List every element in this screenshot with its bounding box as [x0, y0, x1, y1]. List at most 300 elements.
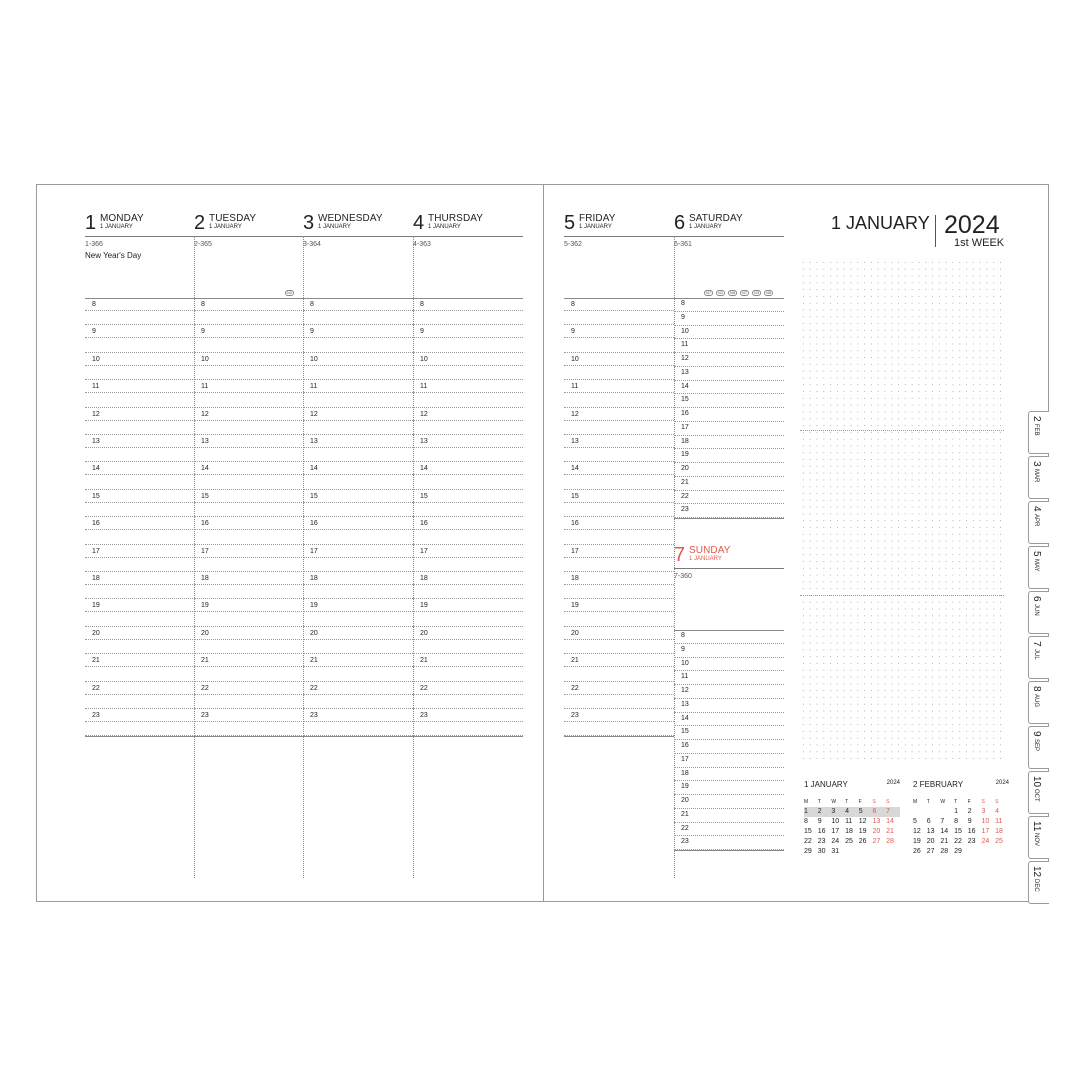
hour-row[interactable] [413, 462, 523, 489]
mini-calendar-day[interactable]: 10 [981, 818, 990, 825]
mini-calendar-day[interactable]: 6 [872, 807, 886, 817]
hour-divider [413, 694, 523, 695]
tab-month-aug[interactable] [1028, 681, 1049, 724]
hour-row[interactable] [194, 325, 304, 352]
hour-row[interactable] [674, 408, 784, 422]
hour-row[interactable] [194, 654, 304, 681]
hour-row[interactable] [85, 654, 195, 681]
hour-divider [194, 474, 304, 475]
day-header [674, 213, 784, 235]
hour-row[interactable] [303, 517, 413, 544]
mini-calendar-day[interactable]: 11 [845, 818, 853, 825]
hour-row[interactable] [564, 572, 674, 599]
mini-calendar-day[interactable]: 29 [804, 848, 812, 855]
hour-row[interactable] [303, 682, 413, 709]
hour-label: 22 [92, 684, 100, 692]
hour-divider [303, 310, 413, 311]
hour-divider [303, 666, 413, 667]
hour-row[interactable] [674, 644, 784, 658]
hour-label: 18 [571, 575, 579, 582]
mini-calendar-day[interactable]: 16 [817, 828, 826, 835]
hour-row[interactable] [85, 682, 195, 709]
hour-label: 19 [681, 783, 689, 791]
hour-row[interactable] [674, 298, 784, 312]
mini-calendar-day[interactable]: 14 [886, 818, 894, 825]
mini-calendar-day[interactable]: 18 [995, 828, 1003, 835]
hour-row[interactable] [674, 394, 784, 408]
hour-row[interactable] [413, 654, 523, 681]
hour-row[interactable] [674, 326, 784, 340]
hour-label: 9 [681, 313, 685, 321]
tab-month-abbr: FEB [1033, 423, 1039, 436]
hour-row[interactable] [674, 809, 784, 823]
hour-row[interactable] [564, 517, 674, 544]
hour-row[interactable] [564, 654, 674, 681]
hour-divider [303, 694, 413, 695]
hour-row[interactable] [413, 325, 523, 352]
hour-row[interactable] [303, 572, 413, 599]
tab-month-mar[interactable] [1028, 456, 1049, 499]
hour-label: 20 [681, 797, 689, 804]
mini-calendar-day[interactable]: 30 [817, 848, 826, 855]
hour-row[interactable] [303, 325, 413, 352]
hour-label: 17 [681, 423, 689, 431]
day-header [194, 213, 304, 235]
hour-row[interactable] [303, 545, 413, 572]
tab-number: 5 [1031, 551, 1042, 557]
hour-row[interactable] [85, 709, 195, 736]
mini-calendar-day[interactable]: 7 [940, 818, 945, 825]
weekday-header: F [858, 799, 862, 805]
hour-row[interactable] [564, 353, 674, 380]
tab-month-jun[interactable] [1028, 591, 1049, 634]
mini-calendar-day[interactable]: 13 [926, 828, 935, 835]
mini-calendar-day[interactable]: 2 [967, 808, 972, 815]
hour-divider [413, 721, 523, 722]
hour-label: 16 [310, 520, 318, 528]
hour-label: 11 [681, 673, 689, 681]
mini-calendar-day[interactable]: 17 [831, 828, 840, 835]
hour-divider [413, 529, 523, 530]
hour-divider [85, 557, 195, 558]
hour-row[interactable] [303, 599, 413, 626]
right-page [543, 184, 1049, 902]
event-badge: N8 [730, 290, 736, 295]
mini-calendar-day[interactable] [859, 847, 873, 857]
mini-calendar-day[interactable] [872, 847, 886, 857]
mini-calendar-day[interactable]: 16 [967, 828, 976, 835]
mini-calendar-day[interactable]: 23 [967, 838, 976, 845]
tab-month-dec[interactable] [1028, 861, 1049, 904]
hour-row[interactable] [674, 699, 784, 713]
mini-calendar-day[interactable]: 26 [858, 838, 867, 845]
hour-label: 20 [420, 629, 428, 637]
holiday-label: New Year's Day [85, 251, 142, 260]
hour-label: 19 [201, 602, 209, 610]
hour-label: 16 [681, 742, 689, 749]
tab-month-oct[interactable] [1028, 771, 1049, 814]
mini-calendar-day[interactable]: 15 [954, 828, 962, 835]
hour-divider [303, 584, 413, 585]
day-name: WEDNESDAY [318, 213, 383, 224]
tab-month-sep[interactable] [1028, 726, 1049, 769]
hour-label: 14 [201, 465, 209, 473]
weekday-header: S [872, 799, 876, 805]
mini-calendar-day[interactable]: 21 [886, 828, 894, 835]
mini-calendar-day[interactable]: 10 [831, 818, 840, 825]
hour-divider [85, 502, 195, 503]
hour-row[interactable] [674, 353, 784, 367]
mini-calendar-day[interactable]: 19 [858, 828, 867, 835]
hour-row[interactable] [303, 408, 413, 435]
mini-calendar-day[interactable] [913, 807, 927, 817]
hour-row[interactable] [413, 380, 523, 407]
hour-label: 12 [92, 410, 100, 418]
hour-row[interactable] [194, 517, 304, 544]
mini-calendar-day[interactable]: 12 [858, 818, 867, 825]
hour-divider [413, 447, 523, 448]
hour-divider [303, 392, 413, 393]
hour-row[interactable] [674, 463, 784, 477]
hour-divider [564, 420, 674, 421]
hour-row[interactable] [194, 490, 304, 517]
hour-divider [85, 639, 195, 640]
hour-row[interactable] [564, 709, 674, 736]
mini-calendar-day[interactable]: 9 [817, 818, 822, 825]
hour-divider [85, 694, 195, 695]
hour-row[interactable] [303, 435, 413, 462]
tab-label [1031, 506, 1042, 526]
hour-row[interactable] [194, 462, 304, 489]
mini-calendar-day[interactable]: 31 [831, 848, 840, 855]
hour-label: 21 [92, 657, 100, 665]
left-page [36, 184, 544, 902]
hour-label: 8 [681, 300, 685, 307]
mini-calendar-day[interactable] [995, 847, 1009, 857]
hour-row[interactable] [194, 599, 304, 626]
mini-calendar-day[interactable]: 9 [967, 818, 972, 825]
hour-row[interactable] [564, 380, 674, 407]
hour-row[interactable] [413, 709, 523, 736]
hour-row[interactable] [413, 682, 523, 709]
hour-divider [85, 611, 195, 612]
hour-label: 15 [420, 492, 428, 500]
hour-row[interactable] [674, 795, 784, 809]
hour-row[interactable] [85, 380, 195, 407]
mini-calendar-day[interactable] [981, 847, 995, 857]
hour-label: 14 [310, 465, 318, 473]
hour-row[interactable] [303, 627, 413, 654]
hour-divider [413, 337, 523, 338]
hour-row[interactable] [674, 381, 784, 395]
hour-row[interactable] [674, 436, 784, 450]
day-column [194, 185, 304, 901]
hour-label: 15 [571, 492, 579, 500]
hour-row[interactable] [413, 435, 523, 462]
mini-calendar-day[interactable]: 4 [995, 808, 1000, 815]
hour-label: 8 [571, 301, 575, 308]
mini-calendar-day[interactable]: 20 [926, 838, 935, 845]
mini-calendar-day[interactable]: 8 [804, 818, 808, 825]
hour-label: 8 [201, 301, 205, 308]
hour-row[interactable] [85, 599, 195, 626]
hour-divider [564, 611, 674, 612]
hour-label: 11 [92, 383, 100, 391]
mini-calendar-day[interactable]: 7 [886, 807, 900, 817]
hour-row[interactable] [413, 517, 523, 544]
hour-row[interactable] [85, 435, 195, 462]
hour-label: 10 [201, 355, 209, 363]
hour-row[interactable] [194, 435, 304, 462]
hour-row[interactable] [674, 422, 784, 436]
hour-row[interactable] [413, 599, 523, 626]
hour-row[interactable] [85, 353, 195, 380]
tab-label [1031, 866, 1042, 892]
hour-row[interactable] [194, 572, 304, 599]
hour-label: 17 [420, 547, 428, 555]
hour-row[interactable] [413, 298, 523, 325]
hour-row[interactable] [674, 713, 784, 727]
hour-row[interactable] [564, 490, 674, 517]
hour-row[interactable] [413, 627, 523, 654]
mini-calendar-day[interactable]: 27 [926, 848, 935, 855]
hour-label: 13 [681, 368, 689, 376]
dot-grid-notes[interactable] [800, 259, 1004, 759]
hour-row[interactable] [674, 726, 784, 740]
mini-calendar-day[interactable]: 5 [913, 818, 917, 825]
hour-row[interactable] [564, 408, 674, 435]
mini-calendar-day[interactable] [940, 807, 954, 817]
day-name: THURSDAY [428, 213, 484, 224]
mini-calendar-day[interactable]: 22 [954, 838, 962, 845]
hour-row[interactable] [564, 325, 674, 352]
mini-calendar-day[interactable]: 13 [872, 818, 881, 825]
hour-label: 20 [310, 629, 318, 637]
hour-divider [564, 310, 674, 311]
hour-label: 15 [92, 492, 100, 500]
hour-row[interactable] [674, 823, 784, 837]
hour-row[interactable] [303, 490, 413, 517]
mini-calendar-day[interactable]: 4 [845, 807, 859, 817]
mini-calendar-day[interactable]: 1 [804, 807, 818, 817]
hour-row[interactable] [674, 768, 784, 782]
hour-label: 13 [681, 700, 689, 708]
hour-divider [564, 392, 674, 393]
weekday-header: W [940, 799, 946, 805]
hour-row[interactable] [194, 408, 304, 435]
mini-calendar-day[interactable]: 6 [926, 818, 931, 825]
hour-row[interactable] [674, 504, 784, 518]
day-name: SUNDAY [689, 545, 731, 556]
mini-calendar-day[interactable]: 1 [954, 808, 958, 815]
day-of-year-count: 4-363 [413, 241, 431, 248]
mini-calendar-day[interactable] [968, 847, 982, 857]
day-number: 7 [674, 544, 686, 566]
mini-calendar-day[interactable]: 25 [845, 838, 853, 845]
hour-row[interactable] [413, 490, 523, 517]
hour-label: 23 [310, 712, 318, 719]
hours-end-rule [674, 850, 784, 851]
weekday-header: M [913, 799, 918, 805]
mini-calendar-day[interactable]: 23 [817, 838, 826, 845]
mini-calendar-day[interactable]: 25 [995, 838, 1003, 845]
hour-row[interactable] [194, 627, 304, 654]
hour-row[interactable] [85, 462, 195, 489]
mini-calendar-day[interactable]: 24 [981, 838, 990, 845]
hour-divider [85, 584, 195, 585]
mini-calendar-day[interactable]: 14 [940, 828, 949, 835]
hour-row[interactable] [303, 462, 413, 489]
hour-row[interactable] [674, 836, 784, 850]
hour-row[interactable] [303, 298, 413, 325]
day-column [85, 185, 195, 901]
hour-label: 13 [310, 438, 318, 445]
hour-row[interactable] [564, 545, 674, 572]
hour-divider [303, 557, 413, 558]
tab-number: 4 [1031, 506, 1042, 512]
hour-label: 8 [681, 632, 685, 639]
hour-label: 13 [420, 438, 428, 445]
hour-label: 10 [571, 355, 579, 363]
hour-row[interactable] [85, 545, 195, 572]
hour-row[interactable] [674, 781, 784, 795]
hour-label: 10 [681, 327, 689, 335]
hour-label: 21 [681, 810, 689, 818]
hour-label: 19 [681, 451, 689, 459]
hour-divider [85, 392, 195, 393]
hour-row[interactable] [194, 298, 304, 325]
hour-row[interactable] [564, 298, 674, 325]
day-number: 6 [674, 212, 686, 234]
hour-row[interactable] [413, 572, 523, 599]
day-header-rule [303, 236, 413, 237]
mini-calendar-day[interactable]: 28 [940, 848, 949, 855]
hour-row[interactable] [674, 740, 784, 754]
mini-calendar-day[interactable]: 17 [981, 828, 990, 835]
hour-row[interactable] [85, 490, 195, 517]
hour-row[interactable] [564, 599, 674, 626]
hour-row[interactable] [413, 408, 523, 435]
mini-calendar-day[interactable]: 28 [886, 838, 894, 845]
hour-row[interactable] [674, 630, 784, 644]
hour-row[interactable] [194, 545, 304, 572]
hour-label: 10 [681, 659, 689, 667]
weekday-header: T [926, 799, 930, 805]
mini-calendar-day[interactable] [886, 847, 900, 857]
hour-row[interactable] [85, 572, 195, 599]
weekday-header: M [804, 799, 809, 805]
hour-row[interactable] [303, 380, 413, 407]
mini-calendar-day[interactable] [927, 807, 941, 817]
hour-row[interactable] [564, 435, 674, 462]
hour-row[interactable] [85, 517, 195, 544]
mini-calendar-day[interactable]: 3 [831, 807, 845, 817]
hour-divider [194, 694, 304, 695]
hour-row[interactable] [564, 682, 674, 709]
hour-row[interactable] [194, 682, 304, 709]
hour-row[interactable] [674, 671, 784, 685]
hour-row[interactable] [303, 709, 413, 736]
tab-month-apr[interactable] [1028, 501, 1049, 544]
hour-divider [194, 502, 304, 503]
tab-label [1031, 776, 1042, 802]
tab-month-feb[interactable] [1028, 411, 1049, 454]
hour-row[interactable] [674, 754, 784, 768]
notes-separator [800, 595, 1004, 596]
mini-calendar-day[interactable]: 2 [818, 807, 832, 817]
hour-row[interactable] [85, 408, 195, 435]
mini-calendar-day[interactable]: 5 [859, 807, 873, 817]
mini-calendar-day[interactable] [845, 847, 859, 857]
hour-row[interactable] [194, 709, 304, 736]
hour-row[interactable] [85, 298, 195, 325]
mini-calendar-day[interactable]: 22 [804, 838, 812, 845]
weekday-header: S [886, 799, 890, 805]
mini-calendar-day[interactable]: 20 [872, 828, 881, 835]
mini-calendar-day[interactable]: 18 [845, 828, 853, 835]
hour-divider [194, 392, 304, 393]
mini-calendar-day[interactable]: 24 [831, 838, 840, 845]
weekday-header: S [995, 799, 999, 805]
mini-calendar-day[interactable]: 3 [981, 808, 986, 815]
hour-row[interactable] [674, 491, 784, 505]
day-of-year-count: 1-366 [85, 241, 103, 248]
notes-separator [800, 430, 1004, 431]
hour-label: 13 [201, 438, 209, 445]
hour-row[interactable] [674, 685, 784, 699]
hour-row[interactable] [413, 545, 523, 572]
mini-calendar-day[interactable]: 21 [940, 838, 949, 845]
hour-row[interactable] [194, 380, 304, 407]
mini-calendar-day[interactable]: 19 [913, 838, 921, 845]
hour-row[interactable] [674, 449, 784, 463]
hour-row[interactable] [413, 353, 523, 380]
mini-calendar-day[interactable]: 26 [913, 848, 921, 855]
hour-row[interactable] [85, 627, 195, 654]
hour-divider [85, 529, 195, 530]
hour-divider [194, 420, 304, 421]
tab-month-may[interactable] [1028, 546, 1049, 589]
hour-row[interactable] [564, 627, 674, 654]
mini-calendar-day[interactable]: 15 [804, 828, 812, 835]
hour-row[interactable] [674, 312, 784, 326]
hour-row[interactable] [674, 477, 784, 491]
tab-month-nov[interactable] [1028, 816, 1049, 859]
hour-row[interactable] [674, 658, 784, 672]
hour-divider [85, 310, 195, 311]
hour-divider [564, 584, 674, 585]
hour-row[interactable] [194, 353, 304, 380]
mini-calendar-day[interactable]: 29 [954, 848, 962, 855]
hour-row[interactable] [85, 325, 195, 352]
hour-label: 15 [681, 728, 689, 736]
day-of-year-count: 2-365 [194, 241, 212, 248]
mini-calendar-day[interactable]: 11 [995, 818, 1003, 825]
tab-number: 3 [1031, 461, 1042, 467]
day-of-year-count: 5-362 [564, 241, 582, 248]
hour-row[interactable] [303, 353, 413, 380]
hour-divider [303, 611, 413, 612]
tab-month-jul[interactable] [1028, 636, 1049, 679]
mini-calendar-day[interactable]: 12 [913, 828, 921, 835]
hour-row[interactable] [303, 654, 413, 681]
hour-row[interactable] [674, 367, 784, 381]
hour-row[interactable] [564, 462, 674, 489]
hour-row[interactable] [674, 339, 784, 353]
tab-number: 11 [1031, 821, 1042, 832]
mini-calendar-day[interactable]: 27 [872, 838, 881, 845]
mini-calendar-day[interactable]: 8 [954, 818, 958, 825]
